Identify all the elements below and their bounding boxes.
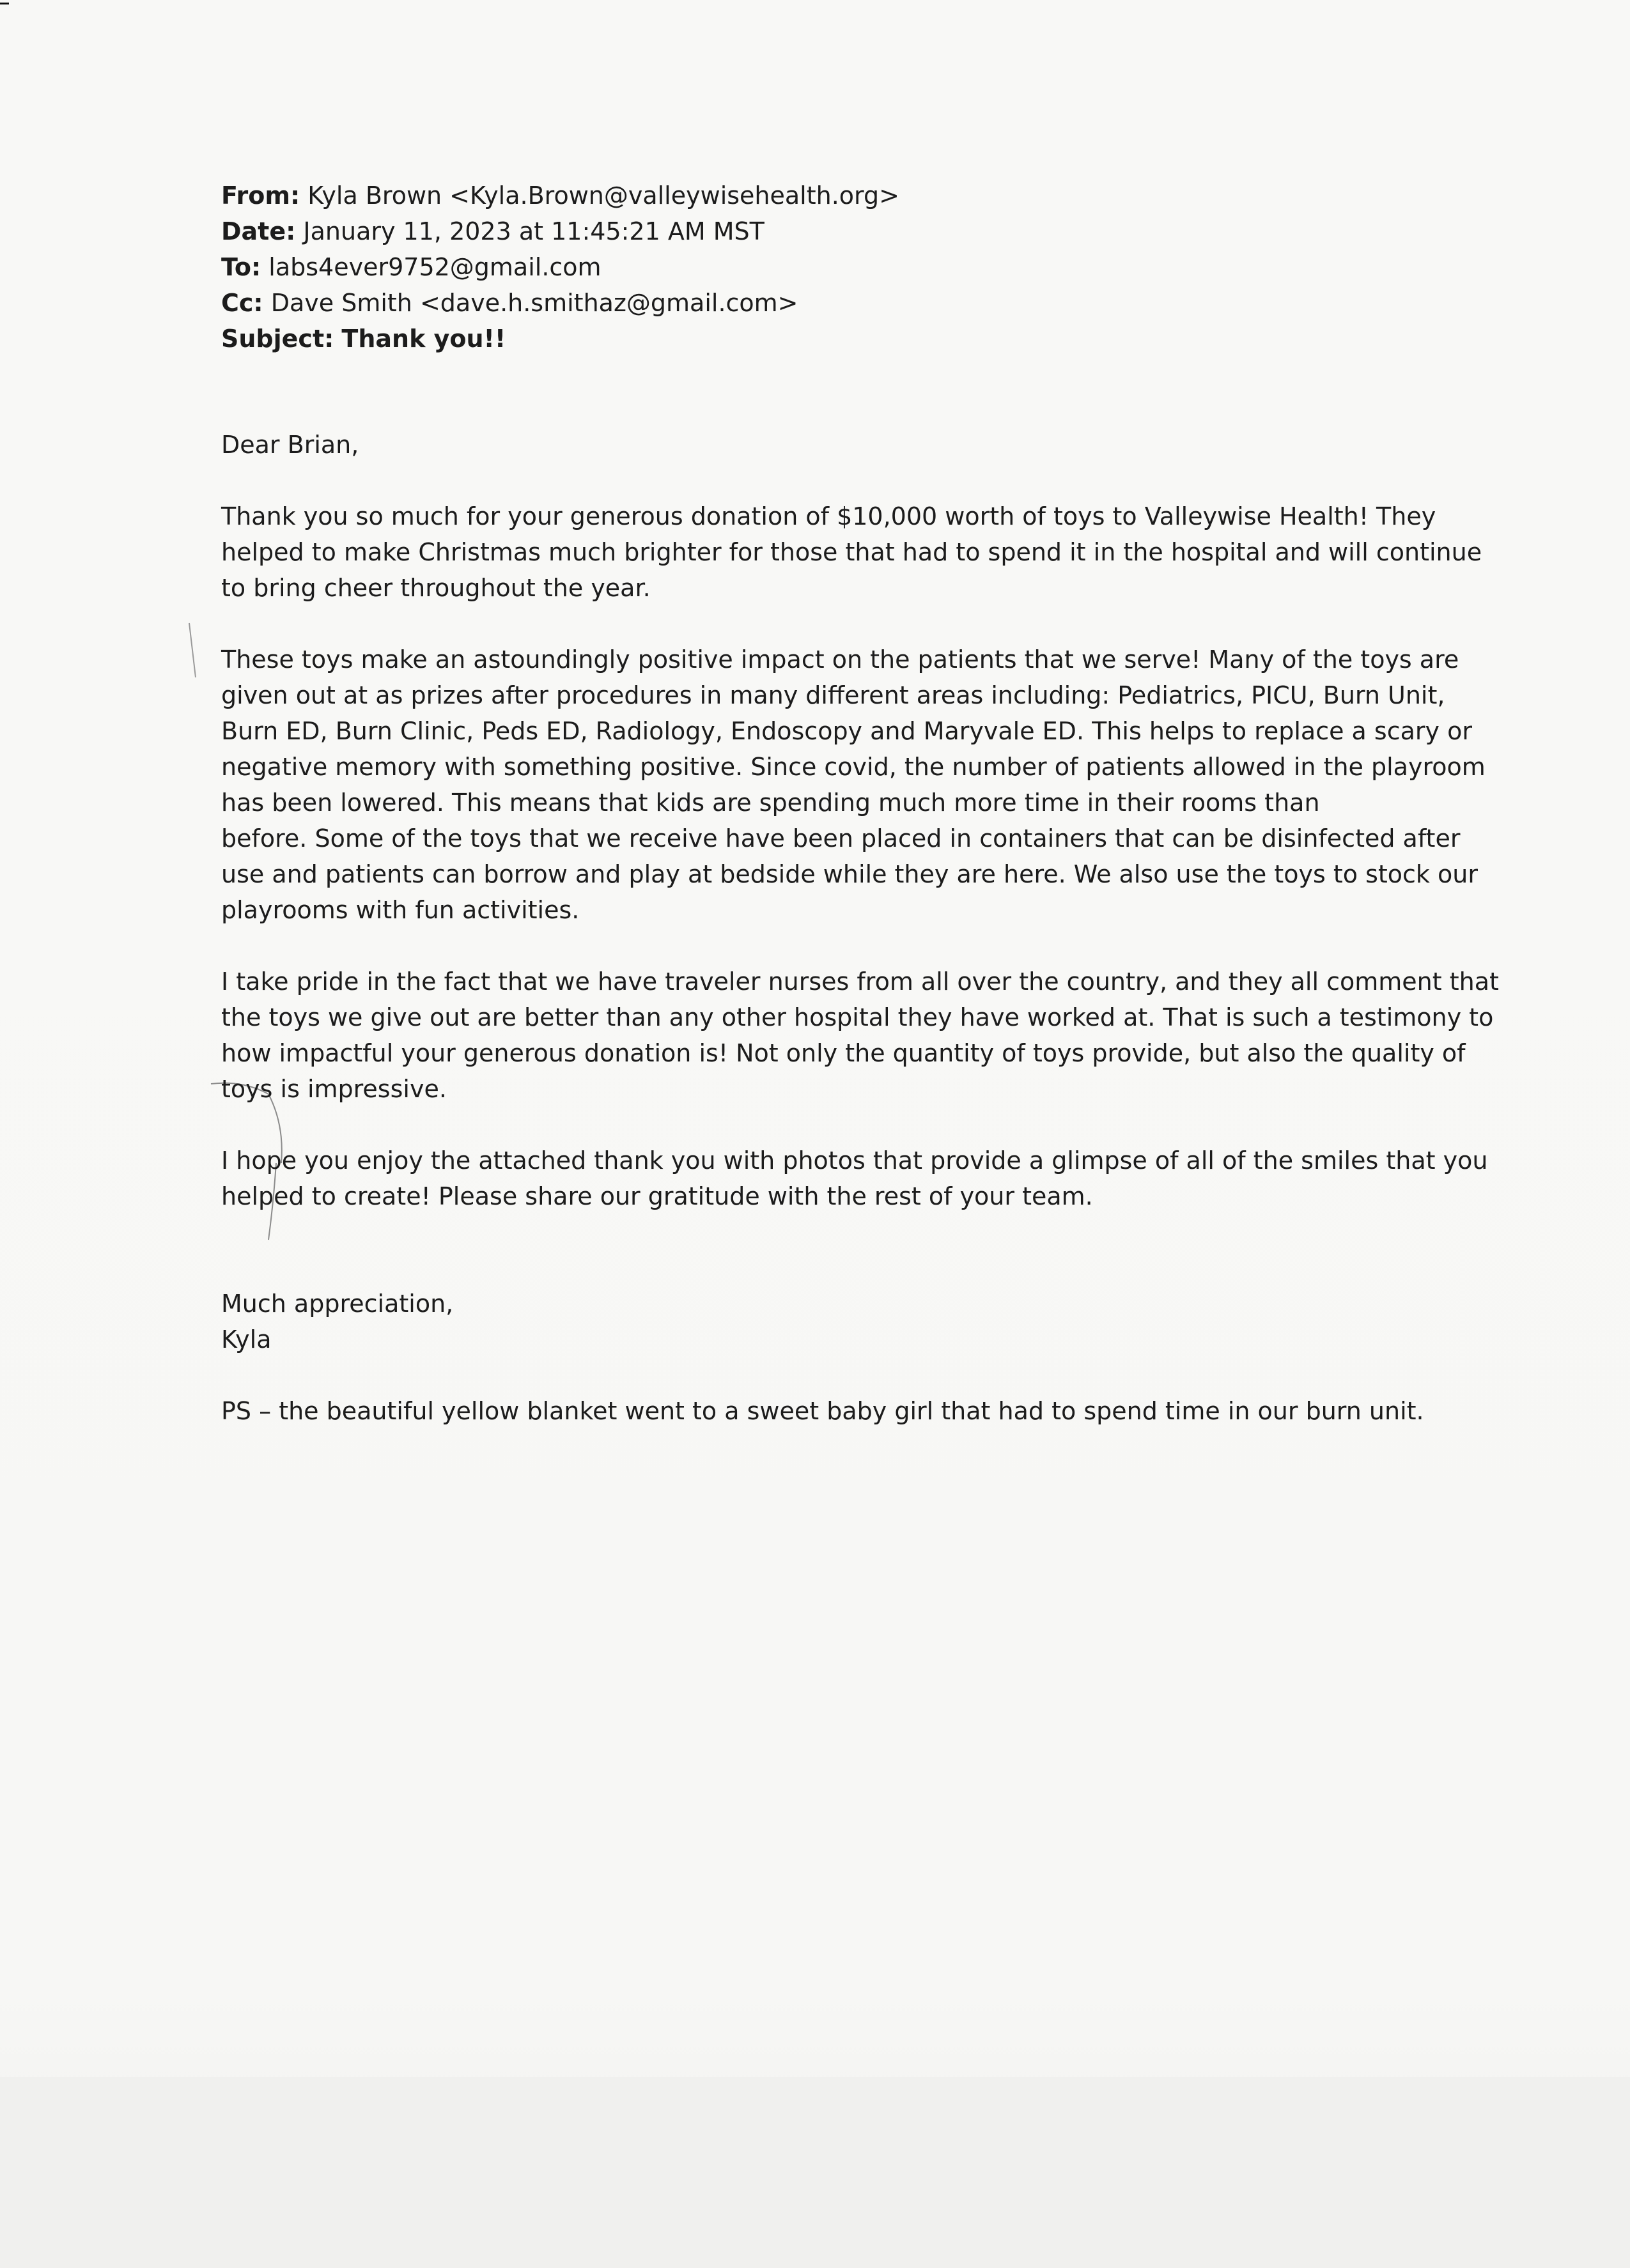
paragraph-line: playrooms with fun activities. <box>221 896 580 924</box>
paragraph-line: I take pride in the fact that we have traveler nurses from all over the country, and they all comment that <box>221 968 1499 996</box>
scan-corner-mark <box>0 3 9 4</box>
paragraph-thanks <box>221 498 1500 606</box>
paragraph-line: Thank you so much for your generous donation of $10,000 worth of toys to Valleywise Health! They <box>221 502 1436 530</box>
date-line <box>221 213 1500 249</box>
paragraph-line: has been lowered. This means that kids are spending much more time in their rooms than <box>221 789 1320 817</box>
signature-name: Kyla <box>221 1325 272 1354</box>
from-label: From: <box>221 181 300 210</box>
subject-label: Subject: <box>221 325 334 353</box>
cc-label: Cc: <box>221 289 263 317</box>
cc-line <box>221 285 1500 321</box>
subject-value: Thank you!! <box>341 325 506 353</box>
paragraph-line: toys is impressive. <box>221 1075 447 1103</box>
date-label: Date: <box>221 217 296 245</box>
to-line <box>221 249 1500 285</box>
paragraph-line: how impactful your generous donation is! Not only the quantity of toys provide, but also the quality of <box>221 1039 1466 1067</box>
from-line <box>221 178 1500 213</box>
paragraph-line: before. Some of the toys that we receive have been placed in containers that can be disinfected after <box>221 824 1461 852</box>
paragraph-line: Burn ED, Burn Clinic, Peds ED, Radiology, Endoscopy and Maryvale ED. This helps to replace a scary or <box>221 717 1472 745</box>
paragraph-line: I hope you enjoy the attached thank you with photos that provide a glimpse of all of the smiles that you <box>221 1146 1488 1175</box>
scan-shadow-band <box>0 2077 1630 2268</box>
paragraph-line: use and patients can borrow and play at bedside while they are here. We also use the toys to stock our <box>221 860 1478 888</box>
to-label: To: <box>221 253 261 281</box>
paragraph-line: helped to make Christmas much brighter for those that had to spend it in the hospital and will continue <box>221 538 1482 566</box>
closing-phrase: Much appreciation, <box>221 1290 454 1318</box>
postscript: PS – the beautiful yellow blanket went to a sweet baby girl that had to spend time in our burn unit. <box>221 1397 1424 1425</box>
cc-value: Dave Smith <dave.h.smithaz@gmail.com> <box>270 289 798 317</box>
paragraph-line: given out at as prizes after procedures in many different areas including: Pediatrics, PICU, Burn Unit, <box>221 681 1445 709</box>
paragraph-line: helped to create! Please share our gratitude with the rest of your team. <box>221 1182 1093 1210</box>
paragraph-line: negative memory with something positive. Since covid, the number of patients allowed in the playroom <box>221 753 1486 781</box>
paragraph-impact <box>221 642 1500 928</box>
paragraph-line: These toys make an astoundingly positive impact on the patients that we serve! Many of the toys are <box>221 645 1459 674</box>
email-header <box>221 178 1500 357</box>
email-letter <box>221 178 1500 1429</box>
to-value: labs4ever9752@gmail.com <box>268 253 602 281</box>
salutation: Dear Brian, <box>221 431 359 459</box>
paragraph-line: the toys we give out are better than any other hospital they have worked at. That is such a testimony to <box>221 1003 1494 1031</box>
paragraph-pride <box>221 964 1500 1107</box>
subject-line <box>221 321 1500 357</box>
paragraph-photos <box>221 1143 1500 1214</box>
paragraph-line: to bring cheer throughout the year. <box>221 574 651 602</box>
from-value: Kyla Brown <Kyla.Brown@valleywisehealth.org> <box>307 181 899 210</box>
date-value: January 11, 2023 at 11:45:21 AM MST <box>303 217 765 245</box>
closing <box>221 1286 1500 1357</box>
